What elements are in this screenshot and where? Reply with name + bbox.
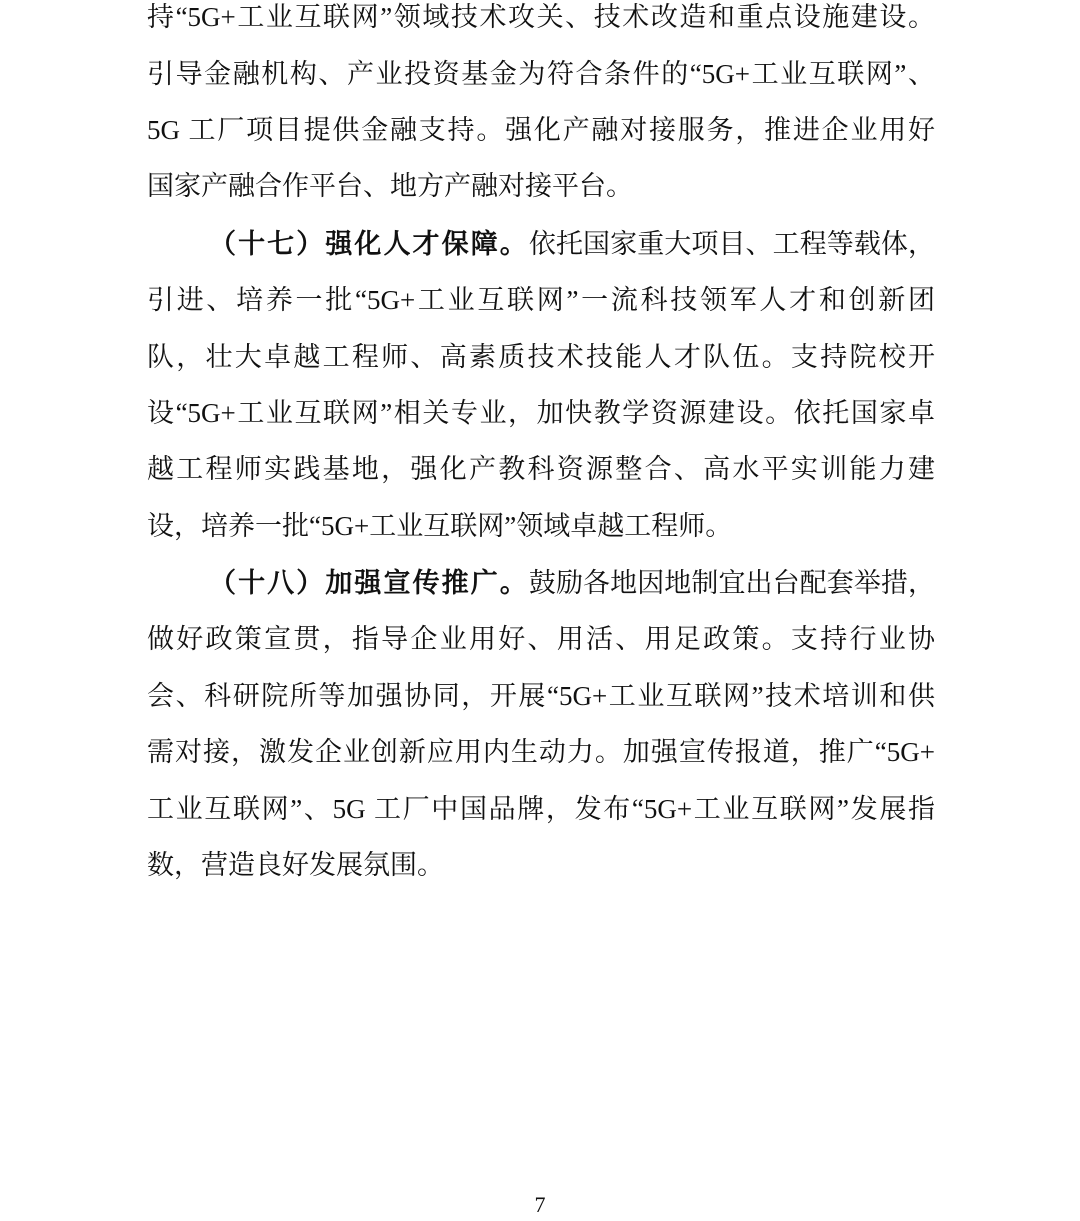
section-heading: （十七）强化人才保障。	[209, 229, 529, 260]
text-line: 工业互联网”、5G 工厂中国品牌，发布“5G+工业互联网”发展指	[147, 794, 935, 824]
text-line: 5G 工厂项目提供金融支持。强化产融对接服务，推进企业用好	[147, 115, 935, 145]
text-line: 队，壮大卓越工程师、高素质技术技能人才队伍。支持院校开	[147, 342, 935, 372]
text-line: 设，培养一批“5G+工业互联网”领域卓越工程师。	[147, 511, 733, 541]
text-line: 设“5G+工业互联网”相关专业，加快教学资源建设。依托国家卓	[147, 398, 935, 428]
page-number: 7	[534, 1192, 546, 1217]
section-heading-line	[147, 563, 935, 603]
text-span: 依托国家重大项目、工程等载体，	[528, 229, 936, 259]
section-heading-line	[147, 224, 935, 264]
text-line: 需对接，激发企业创新应用内生动力。加强宣传报道，推广“5G+	[147, 737, 935, 767]
text-line: 持“5G+工业互联网”领域技术攻关、技术改造和重点设施建设。	[147, 2, 935, 32]
text-line: 引导金融机构、产业投资基金为符合条件的“5G+工业互联网”、	[147, 59, 935, 89]
text-line: 数，营造良好发展氛围。	[147, 850, 444, 880]
text-line: 国家产融合作平台、地方产融对接平台。	[147, 171, 633, 201]
text-line: 引进、培养一批“5G+工业互联网”一流科技领军人才和创新团	[147, 285, 935, 315]
section-heading: （十八）加强宣传推广。	[209, 568, 529, 599]
text-line: 越工程师实践基地，强化产教科资源整合、高水平实训能力建	[147, 454, 935, 484]
text-span: 鼓励各地因地制宜出台配套举措，	[528, 568, 936, 598]
text-line: 会、科研院所等加强协同，开展“5G+工业互联网”技术培训和供	[147, 681, 935, 711]
text-line: 做好政策宣贯，指导企业用好、用活、用足政策。支持行业协	[147, 624, 935, 654]
